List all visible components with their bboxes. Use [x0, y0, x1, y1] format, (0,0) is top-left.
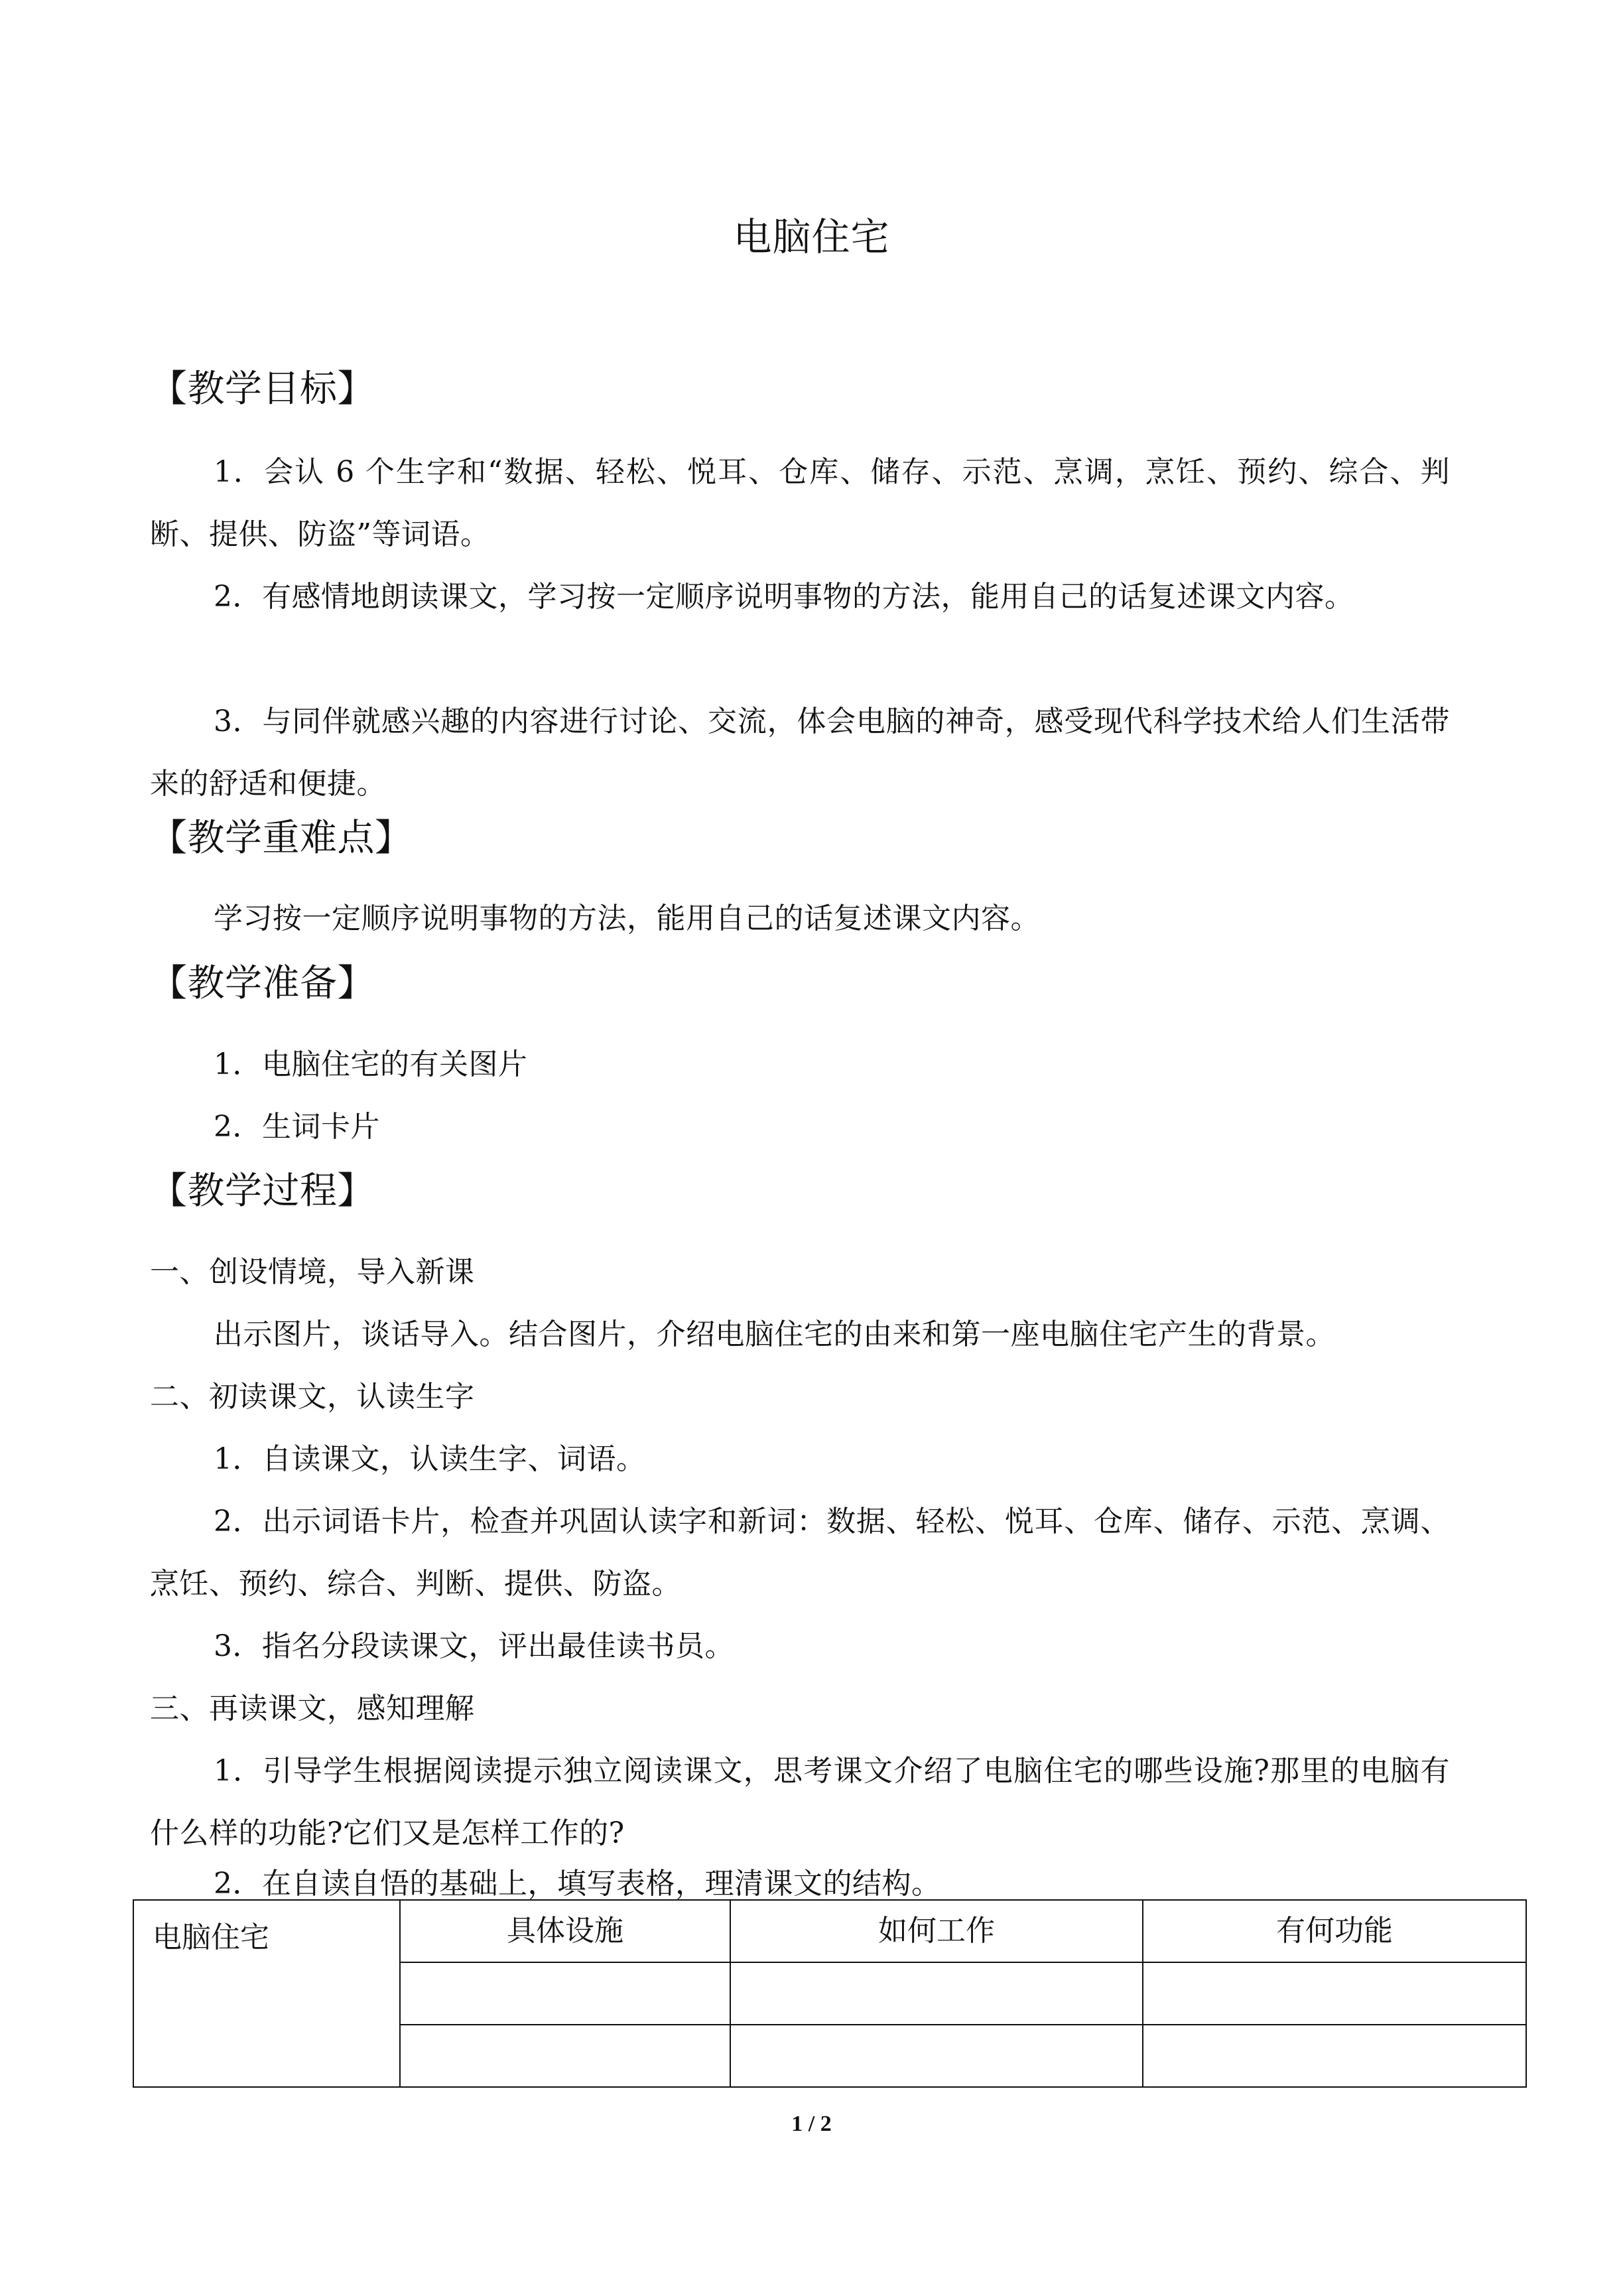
structure-table: [133, 1899, 1502, 2085]
structure-table-grid: [133, 1899, 1527, 2088]
objective-item-2: 2．有感情地朗读课文，学习按一定顺序说明事物的方法，能用自己的话复述课文内容。: [214, 580, 1354, 614]
key-points-text: 学习按一定顺序说明事物的方法，能用自己的话复述课文内容。: [214, 902, 1040, 935]
table-header-row: [133, 1900, 1526, 1962]
preparation-item-1: 1．电脑住宅的有关图片: [214, 1047, 528, 1081]
process-part2-item-3: 3．指名分段读课文，评出最佳读书员。: [214, 1629, 734, 1663]
table-header-functions: 有何功能: [1143, 1900, 1526, 1962]
key-points-heading: 【教学重难点】: [150, 817, 413, 860]
process-heading: 【教学过程】: [150, 1170, 375, 1213]
process-part3-item-1: 1．引导学生根据阅读提示独立阅读课文，思考课文介绍了电脑住宅的哪些设施?那里的电脑有什么样的功能?它们又是怎样工作的?: [150, 1754, 1450, 1850]
table-cell[interactable]: [400, 1962, 730, 2025]
table-cell[interactable]: [730, 2025, 1143, 2087]
page-title: 电脑住宅: [733, 214, 890, 259]
process-part2-item-1: 1．自读课文，认读生字、词语。: [214, 1442, 646, 1476]
objective-item-1: 1．会认 6 个生字和“数据、轻松、悦耳、仓库、储存、示范、烹调，烹饪、预约、综合、判断、提供、防盗”等词语。: [150, 455, 1450, 551]
table-cell[interactable]: [400, 2025, 730, 2087]
preparation-heading: 【教学准备】: [150, 962, 375, 1005]
process-part3-title: 三、再读课文，感知理解: [150, 1692, 475, 1725]
table-header-how-it-works: 如何工作: [730, 1900, 1143, 1962]
process-part2-title: 二、初读课文，认读生字: [150, 1380, 475, 1414]
objectives-heading: 【教学目标】: [150, 368, 375, 411]
process-part1-text: 出示图片，谈话导入。结合图片，介绍电脑住宅的由来和第一座电脑住宅产生的背景。: [214, 1317, 1335, 1351]
table-cell[interactable]: [1143, 1962, 1526, 2025]
table-header-facilities: 具体设施: [400, 1900, 730, 1962]
objective-item-3: 3．与同伴就感兴趣的内容进行讨论、交流，体会电脑的神奇，感受现代科学技术给人们生活带来的舒适和便捷。: [150, 705, 1450, 801]
table-header-house: 电脑住宅: [133, 1900, 400, 2087]
process-part3-item-2: 2．在自读自悟的基础上，填写表格，理清课文的结构。: [214, 1867, 941, 1901]
table-cell[interactable]: [730, 1962, 1143, 2025]
process-part1-title: 一、创设情境，导入新课: [150, 1255, 475, 1289]
process-part2-item-2: 2．出示词语卡片，检查并巩固认读字和新词：数据、轻松、悦耳、仓库、储存、示范、烹调、烹饪、预约、综合、判断、提供、防盗。: [150, 1505, 1450, 1601]
page-number: 1 / 2: [791, 2112, 832, 2136]
table-cell[interactable]: [1143, 2025, 1526, 2087]
preparation-item-2: 2．生词卡片: [214, 1110, 380, 1144]
